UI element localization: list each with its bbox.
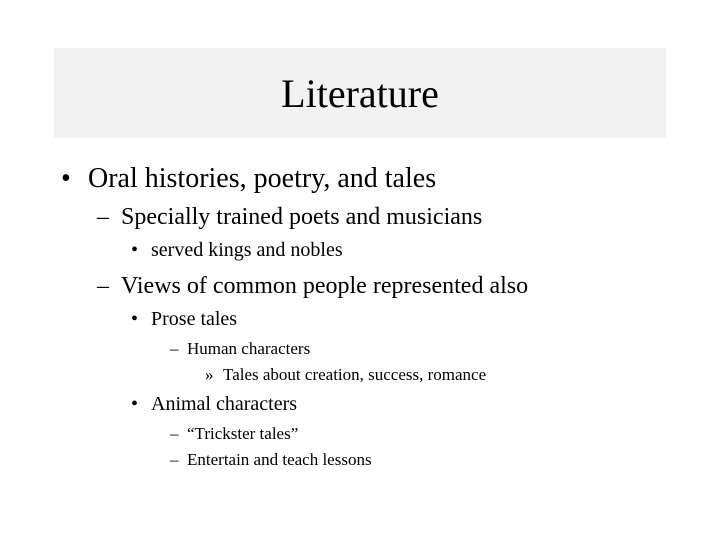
bullet-marker: •: [131, 308, 139, 330]
bullet-text: Views of common people represented also: [121, 273, 529, 299]
dash-marker: –: [170, 424, 179, 443]
dash-marker: –: [170, 339, 179, 358]
bullet-text: Human characters: [187, 339, 311, 358]
bullet-marker: •: [131, 393, 139, 415]
bullet-text: served kings and nobles: [151, 239, 343, 261]
bullet-text: Oral histories, poetry, and tales: [88, 163, 437, 194]
bullet-text: Animal characters: [151, 393, 298, 415]
bullet-marker: •: [131, 239, 139, 261]
bullet-text: Entertain and teach lessons: [187, 450, 372, 469]
dash-marker: –: [170, 450, 179, 469]
bullet-text: Prose tales: [151, 308, 238, 330]
bullet-text: “Trickster tales”: [187, 424, 299, 443]
dash-marker: –: [97, 204, 109, 230]
title-bar: [54, 48, 666, 138]
slide-title: Literature: [281, 71, 439, 116]
bullet-text: Specially trained poets and musicians: [121, 204, 483, 230]
bullet-text: Tales about creation, success, romance: [223, 365, 487, 384]
bullet-marker: •: [61, 163, 71, 194]
dash-marker: –: [97, 273, 109, 299]
chevron-marker: »: [205, 365, 214, 384]
